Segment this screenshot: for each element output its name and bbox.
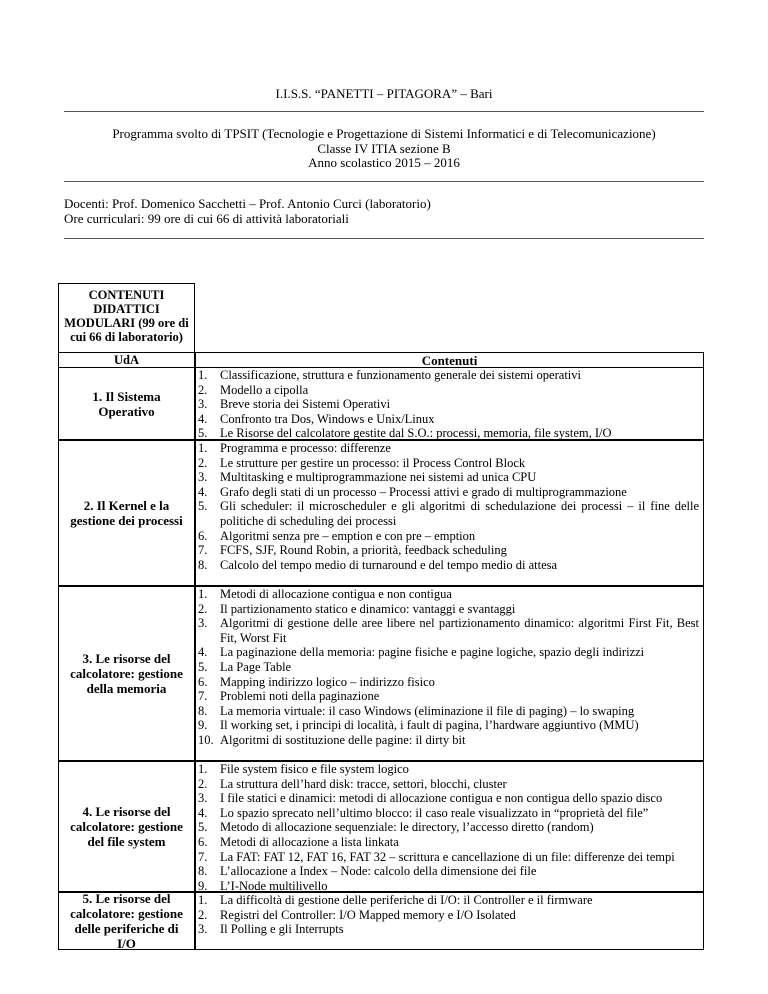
list-item xyxy=(196,587,703,602)
module-contents xyxy=(195,440,704,586)
item-number: 4. xyxy=(198,805,208,820)
item-number: 2. xyxy=(198,907,208,922)
item-number: 6. xyxy=(198,834,208,849)
item-number: 10. xyxy=(198,732,214,747)
item-text: La Page Table xyxy=(220,659,292,674)
item-number: 5. xyxy=(198,426,208,441)
item-number: 1. xyxy=(198,762,208,776)
item-text: I file statici e dinamici: metodi di allocazione contigua e non contigua dello spazio disco xyxy=(220,791,663,806)
item-text: La memoria virtuale: il caso Windows (eliminazione il file di paging) – lo swaping xyxy=(220,703,635,718)
item-text: Modello a cipolla xyxy=(220,382,309,397)
list-item xyxy=(196,426,703,441)
left-header: CONTENUTI DIDATTICI MODULARI (99 ore di cui 66 di laboratorio) xyxy=(58,283,195,353)
list-item xyxy=(196,616,703,645)
staff-info xyxy=(64,197,704,226)
item-text: Registri del Controller: I/O Mapped memory e I/O Isolated xyxy=(220,907,516,922)
list-item xyxy=(196,908,703,923)
list-item xyxy=(196,718,703,733)
list-item xyxy=(196,470,703,485)
item-text: Confronto tra Dos, Windows e Unix/Linux xyxy=(220,411,435,426)
list-item xyxy=(196,777,703,792)
item-number: 1. xyxy=(198,587,208,601)
item-number: 5. xyxy=(198,659,208,674)
item-number: 8. xyxy=(198,703,208,718)
item-text: Metodo di allocazione sequenziale: le directory, l’accesso diretto (random) xyxy=(220,820,594,835)
item-number: 3. xyxy=(198,397,208,412)
list-item xyxy=(196,893,703,908)
item-number: 6. xyxy=(198,674,208,689)
module-contents xyxy=(195,892,704,950)
list-item xyxy=(196,645,703,660)
list-item xyxy=(196,499,703,528)
list-item xyxy=(196,820,703,835)
contents-list xyxy=(196,368,703,441)
item-number: 1. xyxy=(198,893,208,907)
item-text: La paginazione della memoria: pagine fisiche e pagine logiche, spazio degli indirizzi xyxy=(220,645,645,660)
list-item xyxy=(196,529,703,544)
item-text: Problemi noti della paginazione xyxy=(220,689,380,704)
item-text: Gli scheduler: il microscheduler e gli algoritmi di schedulazione dei processi – il fine delle politiche di scheduling dei processi xyxy=(220,499,699,528)
item-number: 4. xyxy=(198,484,208,499)
item-text: La difficoltà di gestione delle periferiche di I/O: il Controller e il firmware xyxy=(220,893,593,907)
item-number: 5. xyxy=(198,499,208,514)
item-text: Algoritmi di sostituzione delle pagine: il dirty bit xyxy=(220,732,466,747)
module-title-text: 4. Le risorse del calcolatore: gestione del file system xyxy=(70,804,183,849)
list-item xyxy=(196,660,703,675)
item-number: 2. xyxy=(198,601,208,616)
list-item xyxy=(196,441,703,456)
item-number: 3. xyxy=(198,922,208,937)
right-header: Contenuti xyxy=(195,352,704,367)
module-title xyxy=(58,367,195,440)
program-title xyxy=(64,127,704,171)
item-number: 7. xyxy=(198,689,208,704)
item-number: 1. xyxy=(198,368,208,382)
list-item xyxy=(196,791,703,806)
item-number: 3. xyxy=(198,616,208,631)
item-text: Algoritmi senza pre – emption e con pre – emption xyxy=(220,528,476,543)
item-number: 2. xyxy=(198,455,208,470)
module-title-text: 2. Il Kernel e la gestione dei processi xyxy=(70,498,183,528)
item-number: 4. xyxy=(198,411,208,426)
list-item xyxy=(196,383,703,398)
school-name: I.I.S.S. “PANETTI – PITAGORA” – Bari xyxy=(275,86,493,101)
list-item xyxy=(196,762,703,777)
list-item xyxy=(196,864,703,879)
list-item xyxy=(196,485,703,500)
module-title-text: 3. Le risorse del calcolatore: gestione della memoria xyxy=(70,651,183,696)
item-text: File system fisico e file system logico xyxy=(220,762,409,776)
list-item xyxy=(196,543,703,558)
item-number: 8. xyxy=(198,557,208,572)
list-item xyxy=(196,922,703,937)
list-item xyxy=(196,675,703,690)
item-text: Il partizionamento statico e dinamico: vantaggi e svantaggi xyxy=(220,601,516,616)
item-text: Le Risorse del calcolatore gestite dal S.O.: processi, memoria, file system, I/O xyxy=(220,426,612,441)
teachers: Docenti: Prof. Domenico Sacchetti – Prof. Antonio Curci (laboratorio) xyxy=(64,196,431,211)
module-contents xyxy=(195,367,704,440)
item-text: La struttura dell’hard disk: tracce, settori, blocchi, cluster xyxy=(220,776,507,791)
curricular-hours: Ore curriculari: 99 ore di cui 66 di attività laboratoriali xyxy=(64,210,349,226)
list-item xyxy=(196,558,703,573)
contents-list xyxy=(196,587,703,748)
item-text: Classificazione, struttura e funzionamento generale dei sistemi operativi xyxy=(220,368,581,382)
item-text: Mapping indirizzo logico – indirizzo fisico xyxy=(220,674,435,689)
item-text: Il working set, i principi di località, i fault di pagina, l’hardware aggiuntivo (MMU) xyxy=(220,718,639,733)
item-number: 7. xyxy=(198,543,208,558)
item-number: 8. xyxy=(198,864,208,879)
item-text: Algoritmi di gestione delle aree libere nel partizionamento dinamico: algoritmi First Fit, Best Fit, Worst Fit xyxy=(220,616,699,645)
item-number: 3. xyxy=(198,470,208,485)
list-item xyxy=(196,412,703,427)
item-text: Calcolo del tempo medio di turnaround e del tempo medio di attesa xyxy=(220,557,558,572)
list-item xyxy=(196,368,703,383)
item-text: Multitasking e multiprogrammazione nei sistemi ad unica CPU xyxy=(220,470,537,485)
contents-list xyxy=(196,441,703,572)
item-text: L’I-Node multilivello xyxy=(220,878,328,893)
item-number: 7. xyxy=(198,849,208,864)
item-text: Lo spazio sprecato nell’ultimo blocco: il caso reale visualizzato in “proprietà del file” xyxy=(220,805,649,820)
item-number: 5. xyxy=(198,820,208,835)
item-text: L’allocazione a Index – Node: calcolo della dimensione dei file xyxy=(220,864,537,879)
module-title-text: 1. Il Sistema Operativo xyxy=(92,388,161,419)
module-contents xyxy=(195,761,704,892)
item-text: FCFS, SJF, Round Robin, a priorità, feedback scheduling xyxy=(220,543,507,558)
item-number: 9. xyxy=(198,878,208,893)
list-item xyxy=(196,689,703,704)
program-line-1: Programma svolto di TPSIT (Tecnologie e Progettazione di Sistemi Informatici e di Telecomunicazione) xyxy=(112,126,656,141)
item-text: Metodi di allocazione contigua e non contigua xyxy=(220,587,452,601)
module-title xyxy=(58,440,195,586)
left-header-uda: UdA xyxy=(58,353,195,367)
item-text: La FAT: FAT 12, FAT 16, FAT 32 – scrittura e cancellazione di un file: differenze dei tempi xyxy=(220,849,675,864)
list-item xyxy=(196,602,703,617)
item-text: Grafo degli stati di un processo – Processi attivi e grado di multiprogrammazione xyxy=(220,484,627,499)
list-item xyxy=(196,733,703,748)
item-number: 3. xyxy=(198,791,208,806)
item-number: 2. xyxy=(198,382,208,397)
module-contents xyxy=(195,586,704,761)
list-item xyxy=(196,397,703,412)
module-title xyxy=(58,892,195,950)
list-item xyxy=(196,835,703,850)
list-item xyxy=(196,850,703,865)
item-text: Le strutture per gestire un processo: il Process Control Block xyxy=(220,455,526,470)
item-number: 6. xyxy=(198,528,208,543)
module-title xyxy=(58,761,195,892)
module-title xyxy=(58,586,195,761)
item-text: Metodi di allocazione a lista linkata xyxy=(220,834,399,849)
contents-list xyxy=(196,893,703,937)
list-item xyxy=(196,704,703,719)
contents-list xyxy=(196,762,703,893)
item-text: Il Polling e gli Interrupts xyxy=(220,922,344,937)
item-number: 1. xyxy=(198,441,208,455)
divider xyxy=(64,111,704,112)
item-number: 9. xyxy=(198,718,208,733)
list-item xyxy=(196,806,703,821)
item-number: 2. xyxy=(198,776,208,791)
program-year: Anno scolastico 2015 – 2016 xyxy=(308,155,460,170)
item-text: Breve storia dei Sistemi Operativi xyxy=(220,397,391,412)
divider xyxy=(64,181,704,182)
program-class: Classe IV ITIA sezione B xyxy=(317,140,451,156)
module-title-text: 5. Le risorse del calcolatore: gestione delle periferiche di I/O xyxy=(70,891,183,951)
item-text: Programma e processo: differenze xyxy=(220,441,391,455)
list-item xyxy=(196,456,703,471)
item-number: 4. xyxy=(198,645,208,660)
divider xyxy=(64,238,704,239)
